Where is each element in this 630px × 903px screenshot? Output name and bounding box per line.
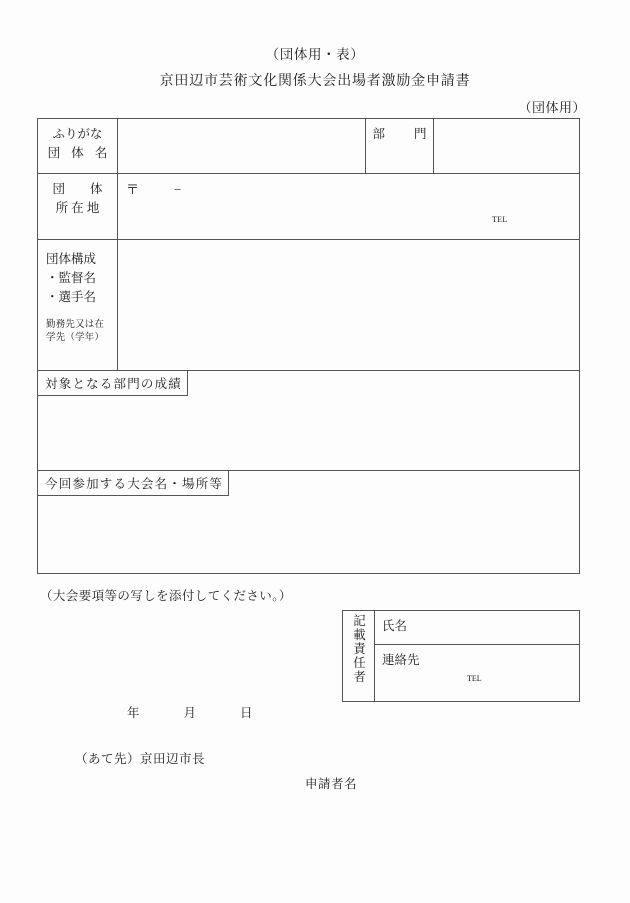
page-title: 京田辺市芸術文化関係大会出場者激励金申請書 — [159, 74, 471, 89]
date-month-label: 月 — [183, 706, 197, 720]
responsible-person-table — [342, 610, 580, 702]
division-label-char1: 部 — [372, 127, 386, 141]
usage-note-label: （団体用） — [518, 100, 586, 115]
members-label-line1: 団体構成 — [46, 252, 97, 266]
members-note-line1: 勤務先又は在 — [46, 320, 105, 331]
applicant-name-label[interactable]: 申請者名 — [305, 777, 358, 791]
attachment-note: （大会要項等の写しを添付してください。） — [40, 589, 292, 603]
results-label: 対象となる部門の成績 — [38, 371, 188, 396]
responsible-name-cell[interactable] — [375, 611, 580, 645]
furigana-label: ふりがな — [52, 127, 103, 141]
address-input[interactable] — [118, 174, 580, 240]
results-cell[interactable] — [38, 371, 580, 471]
group-name-label: 団 体 名 — [47, 146, 112, 161]
table-row-results — [38, 371, 580, 471]
group-name-input[interactable] — [118, 119, 366, 174]
responsible-vertical-label: 記載責任者 — [351, 614, 366, 684]
addressee-label: （あて先）京田辺市長 — [75, 752, 206, 766]
date-day-label: 日 — [240, 706, 253, 720]
members-label-cell — [38, 240, 118, 371]
form-type-label: （団体用・表） — [265, 47, 365, 62]
division-label-char2: 門 — [413, 127, 427, 141]
event-cell[interactable] — [38, 471, 580, 574]
application-main-table — [37, 118, 580, 574]
responsible-tel-label: TEL — [467, 674, 482, 684]
division-label-cell — [366, 119, 434, 174]
division-input[interactable] — [434, 119, 580, 174]
address-label-cell — [38, 174, 118, 240]
address-tel-label: TEL — [492, 215, 508, 224]
responsible-contact-label: 連絡先 — [382, 653, 420, 668]
table-row-address — [38, 174, 580, 240]
postal-mark-icon: 〒 — [126, 182, 141, 197]
postal-dash: − — [174, 182, 183, 197]
event-label: 今回参加する大会名・場所等 — [38, 471, 229, 496]
members-input[interactable] — [118, 240, 580, 371]
members-label-line3: ・選手名 — [46, 289, 97, 304]
group-name-label-cell — [38, 119, 118, 174]
members-note — [46, 319, 117, 345]
table-row-event — [38, 471, 580, 574]
members-label-line2: ・監督名 — [46, 270, 97, 285]
address-label-line2: 所 在 地 — [55, 201, 100, 216]
address-label-line1: 団 体 — [52, 182, 103, 196]
responsible-name-label: 氏名 — [382, 619, 408, 633]
responsible-contact-cell[interactable] — [375, 645, 580, 702]
date-line[interactable] — [127, 703, 253, 721]
date-year-label: 年 — [127, 706, 140, 720]
responsible-contact-row — [343, 645, 580, 702]
table-row-group-name — [38, 119, 580, 174]
table-row-members — [38, 240, 580, 371]
postal-code-marker — [126, 179, 182, 198]
responsible-name-row — [343, 611, 580, 645]
members-note-line2: 学先（学年） — [46, 333, 105, 344]
responsible-label-cell — [343, 611, 375, 702]
